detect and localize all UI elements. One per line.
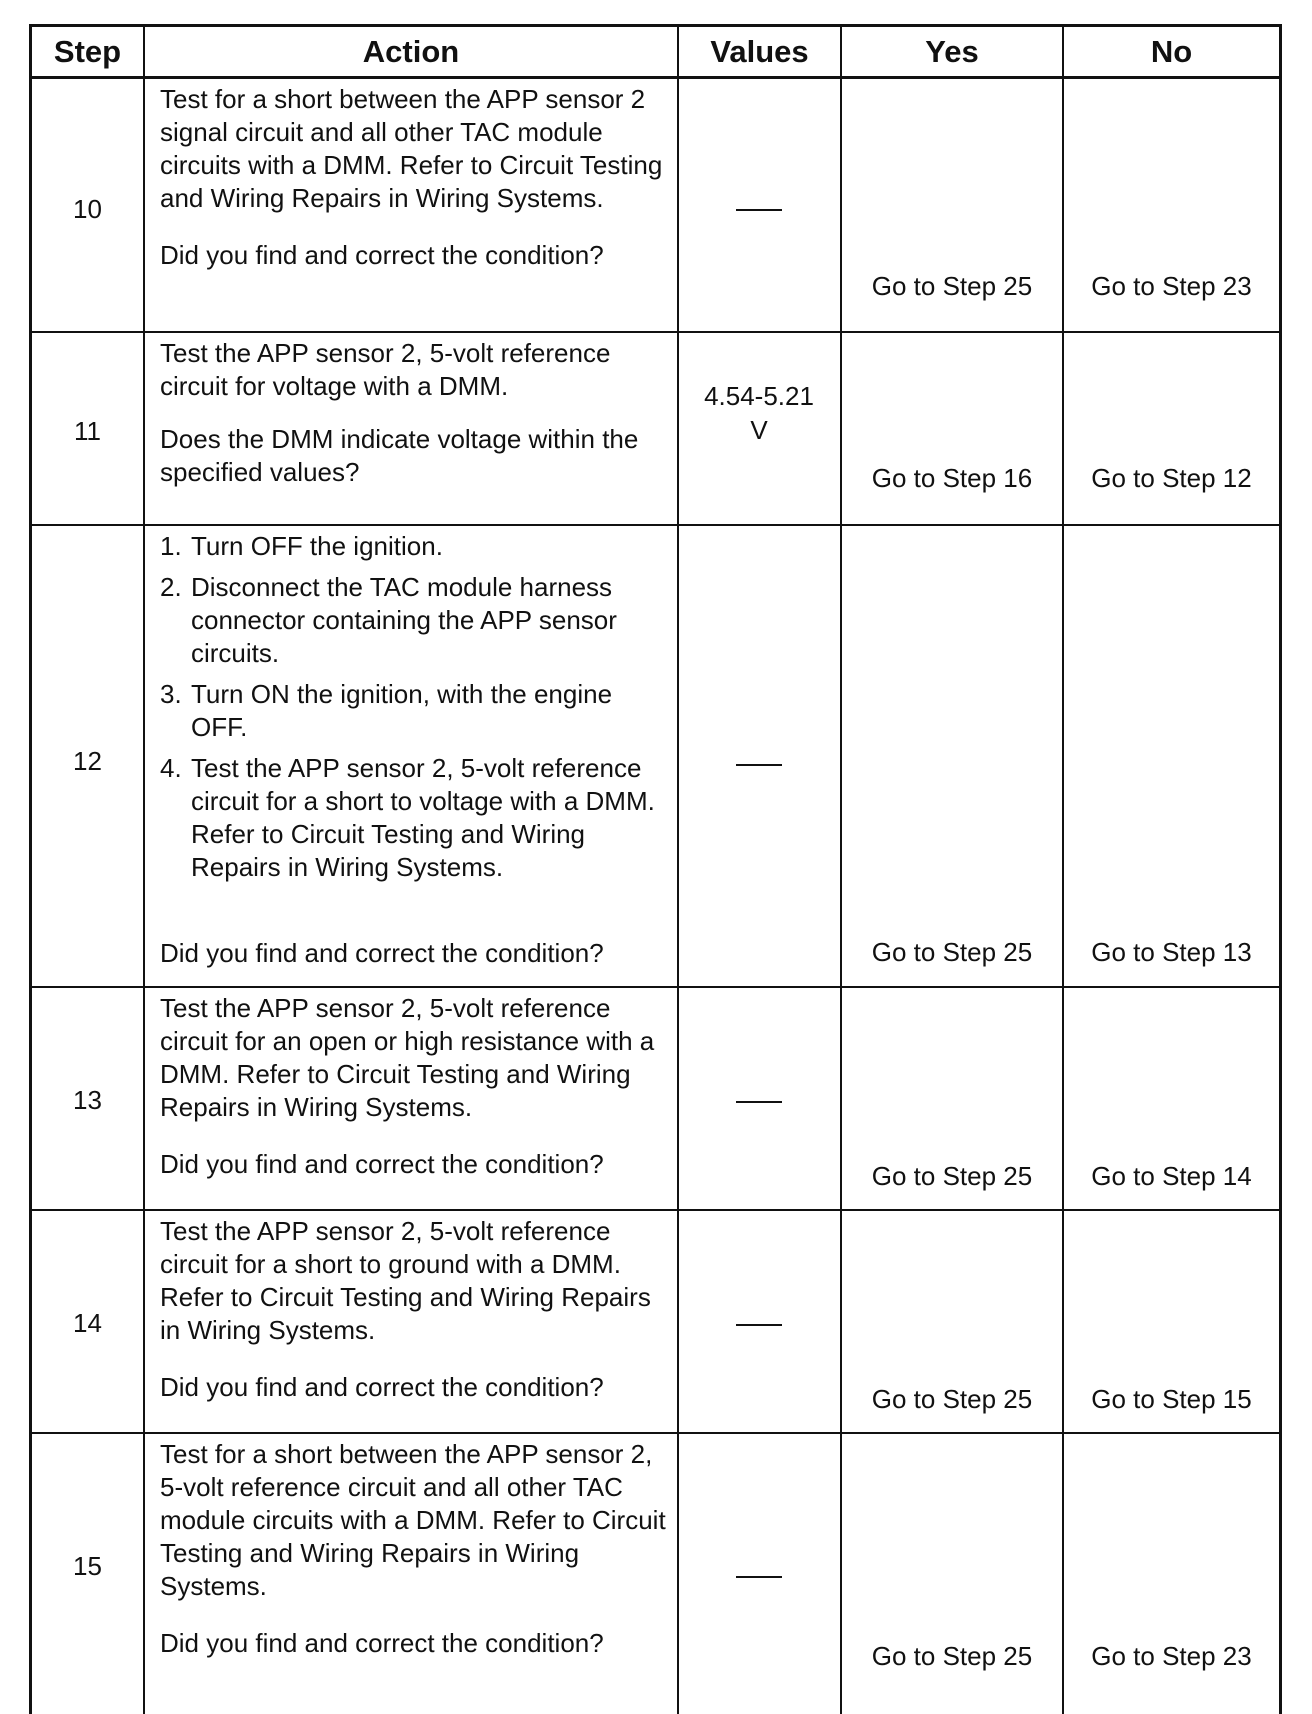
substep: 4. Test the APP sensor 2, 5-volt reference circuit for a short to voltage with a DMM. Refer to Circuit Testing and Wiring Repairs in Wiring Systems. [160, 753, 655, 882]
yes-link[interactable]: Go to Step 25 [871, 271, 1033, 301]
yes-link[interactable]: Go to Step 16 [871, 463, 1033, 493]
column-divider [677, 27, 679, 1714]
action-cell [145, 530, 677, 892]
substep-list [160, 530, 671, 884]
action-question: Did you find and correct the condition? [160, 1372, 604, 1402]
no-link[interactable]: Go to Step 13 [1091, 937, 1252, 967]
header-step: Step [53, 33, 122, 69]
header-divider [32, 76, 1279, 79]
action-cell [145, 337, 677, 489]
step-number: 14 [73, 1308, 102, 1338]
row-divider [32, 524, 1279, 526]
diagnostic-table [29, 24, 1282, 1714]
substep: 3. Turn ON the ignition, with the engine OFF. [160, 679, 613, 742]
no-link[interactable]: Go to Step 23 [1091, 271, 1252, 301]
no-link[interactable]: Go to Step 14 [1091, 1161, 1252, 1191]
header-values: Values [710, 33, 809, 69]
action-question: Did you find and correct the condition? [160, 938, 604, 968]
value-range: 4.54-5.21 V [704, 381, 814, 445]
step-number: 11 [74, 416, 101, 446]
action-text: Test the APP sensor 2, 5-volt reference circuit for voltage with a DMM. [160, 338, 611, 401]
action-cell [145, 1215, 677, 1404]
yes-link[interactable]: Go to Step 25 [871, 937, 1033, 967]
action-text: Test the APP sensor 2, 5-volt reference circuit for a short to ground with a DMM. Refer to Circuit Testing and Wiring Repairs in Wiring Systems. [160, 1216, 651, 1345]
action-cell [145, 83, 677, 272]
row-divider [32, 986, 1279, 988]
row-divider [32, 1432, 1279, 1434]
action-text: Test for a short between the APP sensor 2, 5-volt reference circuit and all other TAC module circuits with a DMM. Refer to Circuit Testing and Wiring Repairs in Wiring Systems. [160, 1439, 666, 1601]
step-number: 10 [73, 193, 102, 224]
no-value-dash [736, 1101, 782, 1103]
action-question: Did you find and correct the condition? [160, 1628, 604, 1658]
header-action: Action [362, 33, 460, 69]
action-text: Test for a short between the APP sensor 2 signal circuit and all other TAC module circuits with a DMM. Refer to Circuit Testing and Wiring Repairs in Wiring Systems. [160, 84, 663, 213]
action-text: Test the APP sensor 2, 5-volt reference circuit for an open or high resistance with a DMM. Refer to Circuit Testing and Wiring Repairs in Wiring Systems. [160, 993, 655, 1122]
no-link[interactable]: Go to Step 23 [1091, 1641, 1252, 1671]
yes-link[interactable]: Go to Step 25 [871, 1161, 1033, 1191]
action-question: Did you find and correct the condition? [160, 240, 604, 270]
header-no: No [1150, 33, 1193, 69]
step-number: 13 [73, 1085, 102, 1115]
yes-link[interactable]: Go to Step 25 [871, 1641, 1033, 1671]
action-cell [145, 992, 677, 1181]
yes-link[interactable]: Go to Step 25 [871, 1384, 1033, 1414]
no-value-dash [736, 1324, 782, 1326]
step-number: 12 [73, 745, 102, 776]
action-question-cell [145, 937, 677, 970]
no-value-dash [736, 209, 782, 211]
substep: 2. Disconnect the TAC module harness connector containing the APP sensor circuits. [160, 572, 617, 668]
row-divider [32, 1209, 1279, 1211]
action-cell [145, 1438, 677, 1660]
no-link[interactable]: Go to Step 12 [1091, 463, 1252, 493]
substep: 1. Turn OFF the ignition. [160, 531, 443, 561]
step-number: 15 [73, 1550, 102, 1581]
row-divider [32, 331, 1279, 333]
action-question: Did you find and correct the condition? [160, 1149, 604, 1179]
header-yes: Yes [925, 33, 979, 69]
no-link[interactable]: Go to Step 15 [1091, 1384, 1252, 1414]
no-value-dash [736, 764, 782, 766]
action-question: Does the DMM indicate voltage within the specified values? [160, 424, 639, 487]
no-value-dash [736, 1576, 782, 1578]
